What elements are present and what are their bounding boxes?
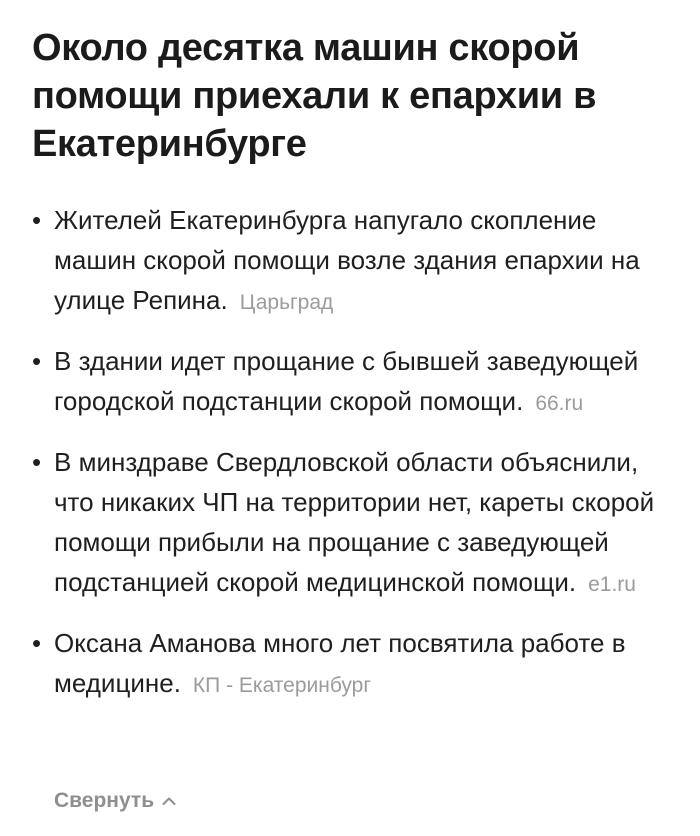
bullet-icon: • xyxy=(32,205,42,235)
summary-item xyxy=(32,200,672,323)
story-headline[interactable]: Около десятка машин скорой помощи приехали к епархии в Екатеринбурге xyxy=(32,27,597,165)
summary-text: В здании идет прощание с бывшей заведующей городской подстанции скорой помощи. xyxy=(54,346,639,416)
top-cut-off-header xyxy=(38,0,268,4)
story-summary-list xyxy=(32,200,672,724)
summary-text: В минздраве Свердловской области объяснили, что никаких ЧП на территории нет, кареты скорой помощи прибыли на прощание с заведующей подстанцией скорой медицинской помощи. xyxy=(54,447,655,597)
source-link[interactable]: КП - Екатеринбург xyxy=(192,674,372,697)
summary-item xyxy=(32,442,672,605)
bullet-icon: • xyxy=(32,447,42,477)
collapse-button[interactable] xyxy=(54,786,176,816)
summary-item xyxy=(32,341,672,424)
summary-item xyxy=(32,623,672,706)
source-link[interactable]: 66.ru xyxy=(535,392,584,415)
bullet-icon: • xyxy=(32,628,42,658)
summary-text: Оксана Аманова много лет посвятила работе в медицине. xyxy=(54,628,626,698)
source-link[interactable]: Царьград xyxy=(239,291,334,314)
summary-text: Жителей Екатеринбурга напугало скопление машин скорой помощи возле здания епархии на улице Репина. xyxy=(54,205,640,315)
collapse-label: Свернуть xyxy=(54,789,155,812)
source-link[interactable]: e1.ru xyxy=(588,573,636,596)
bullet-icon: • xyxy=(32,346,42,376)
chevron-up-icon xyxy=(162,796,176,806)
